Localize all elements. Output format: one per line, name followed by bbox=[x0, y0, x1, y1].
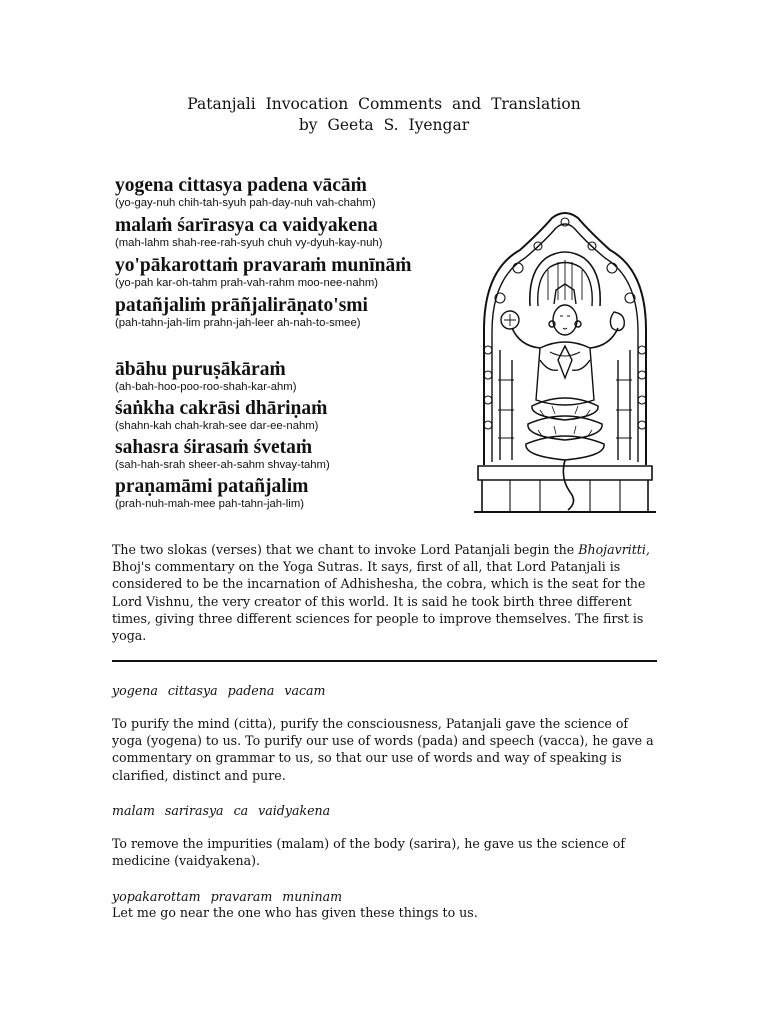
verse-line bbox=[115, 359, 455, 398]
verse-line bbox=[115, 215, 455, 255]
pronunciation-text: (pah-tahn-jah-lim prahn-jah-leer ah-nah-to-smee) bbox=[115, 317, 361, 329]
verse-line bbox=[115, 398, 455, 437]
section-paragraph: Let me go near the one who has given these things to us. bbox=[112, 905, 478, 920]
intro-text: The two slokas (verses) that we chant to invoke Lord Patanjali begin the bbox=[112, 542, 579, 557]
verse-line bbox=[115, 175, 455, 215]
document-title bbox=[0, 94, 768, 136]
sanskrit-text: praṇamāmi patañjalim bbox=[115, 476, 309, 497]
pronunciation-text: (sah-hah-srah sheer-ah-sahm shvay-tahm) bbox=[115, 459, 330, 471]
sanskrit-text: sahasra śirasaṁ śvetaṁ bbox=[115, 437, 313, 458]
section-heading: yogena cittasya padena vacam bbox=[112, 683, 326, 698]
sanskrit-text: patañjaliṁ prāñjalirāṇato'smi bbox=[115, 295, 368, 316]
title-line: Patanjali Invocation Comments and Translation bbox=[187, 95, 581, 113]
verse-stanza-1 bbox=[115, 175, 455, 335]
pronunciation-text: (yo-pah kar-oh-tahm prah-vah-rahm moo-nee-nahm) bbox=[115, 277, 379, 289]
section-divider bbox=[112, 660, 657, 662]
verse-line bbox=[115, 255, 455, 295]
sanskrit-text: ābāhu puruṣākāraṁ bbox=[115, 359, 286, 380]
sanskrit-text: yogena cittasya padena vācāṁ bbox=[115, 175, 367, 196]
pronunciation-text: (prah-nuh-mah-mee pah-tahn-jah-lim) bbox=[115, 498, 304, 510]
pronunciation-text: (ah-bah-hoo-poo-roo-shah-kar-ahm) bbox=[115, 381, 297, 393]
verse-line bbox=[115, 295, 455, 335]
intro-paragraph bbox=[112, 541, 660, 644]
intro-text-continued: Bhoj's commentary on the Yoga Sutras. It says, first of all, that Lord Patanjali is considered to be the incarnation of Adhishesha, the cobra, which is the seat for the Lord Vishnu, the very creator of this world. It is said he took birth three different times, giving three different sciences for people to improve themselves. The first is yoga. bbox=[112, 559, 646, 644]
section-paragraph: To purify the mind (citta), purify the consciousness, Patanjali gave the science of yoga (yogena) to us. To purify our use of words (pada) and speech (vacca), he gave a commentary on grammar to us, so that our use of words and way of speaking is clarified, distinct and pure. bbox=[112, 716, 654, 783]
section-heading: yopakarottam pravaram muninam bbox=[112, 889, 343, 904]
pronunciation-text: (yo-gay-nuh chih-tah-syuh pah-day-nuh vah-chahm) bbox=[115, 197, 376, 209]
sanskrit-text: malaṁ śarīrasya ca vaidyakena bbox=[115, 215, 378, 236]
patanjali-statue-illustration bbox=[470, 210, 660, 518]
sanskrit-text: yo'pākarottaṁ pravaraṁ munīnāṁ bbox=[115, 255, 412, 276]
bhojavritti-title: Bhojavritti, bbox=[578, 542, 650, 557]
section-paragraph: To remove the impurities (malam) of the body (sarira), he gave us the science of medicine (vaidyakena). bbox=[112, 836, 626, 869]
pronunciation-text: (mah-lahm shah-ree-rah-syuh chuh vy-dyuh-kay-nuh) bbox=[115, 237, 383, 249]
verse-line bbox=[115, 476, 455, 515]
author-line: by Geeta S. Iyengar bbox=[298, 116, 470, 134]
section-heading: malam sarirasya ca vaidyakena bbox=[112, 803, 331, 818]
verse-stanza-2 bbox=[115, 359, 455, 515]
pronunciation-text: (shahn-kah chah-krah-see dar-ee-nahm) bbox=[115, 420, 319, 432]
verse-line bbox=[115, 437, 455, 476]
sanskrit-text: śaṅkha cakrāsi dhāriṇaṁ bbox=[115, 398, 328, 419]
